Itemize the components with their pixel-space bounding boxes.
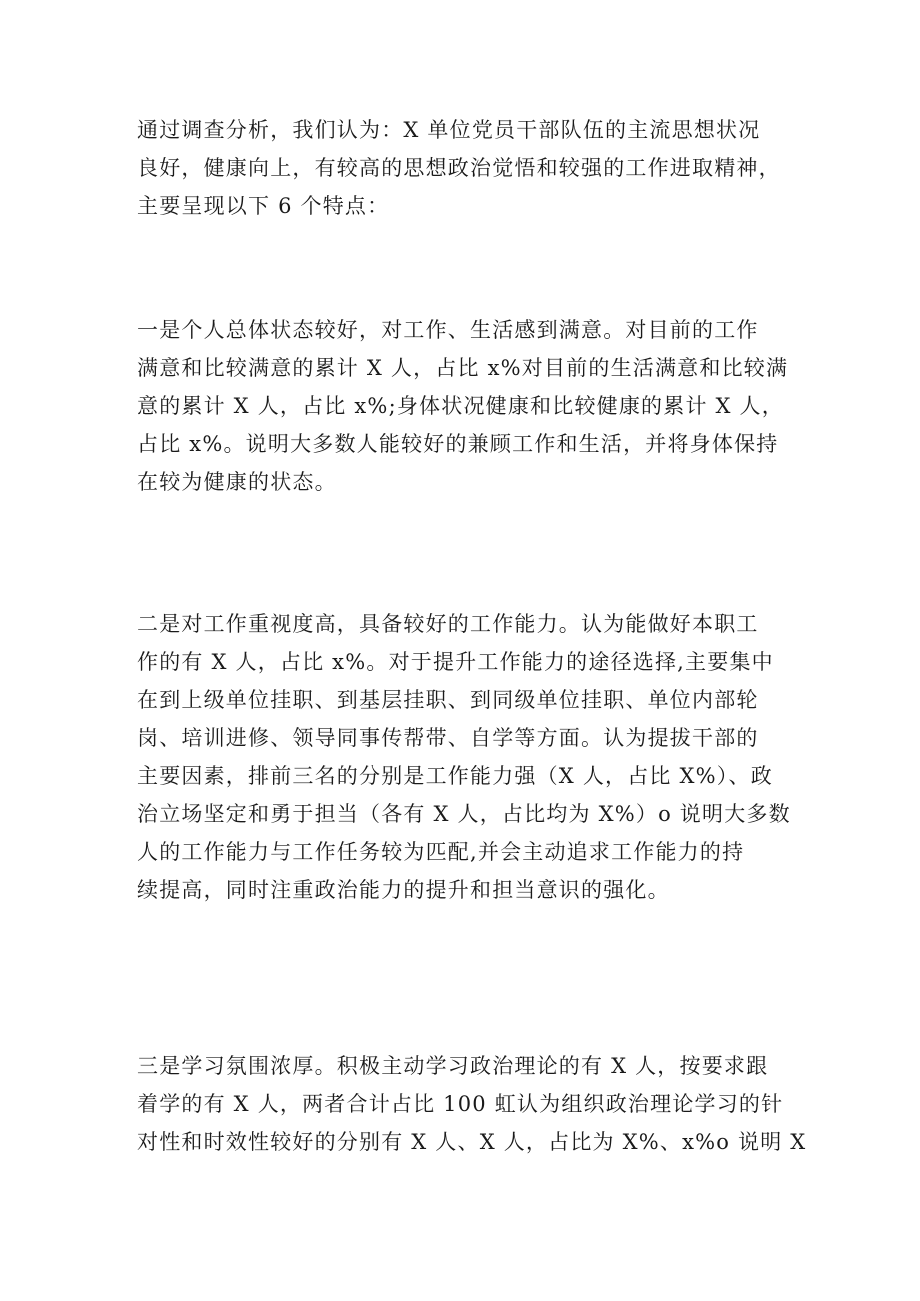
text-line: 作的有 X 人，占比 x%。对于提升工作能力的途径选择,主要集中 <box>137 650 774 674</box>
paragraph-intro <box>137 111 797 225</box>
text-line: 占比 x%。说明大多数人能较好的兼顾工作和生活，并将身体保持 <box>137 432 779 456</box>
text-line: 主要因素，排前三名的分别是工作能力强（X 人，占比 X%）、政 <box>137 764 773 788</box>
text-line: 意的累计 X 人，占比 x%;身体状况健康和比较健康的累计 X 人， <box>137 394 784 418</box>
text-line: 主要呈现以下 6 个特点： <box>137 194 390 218</box>
text-line: 一是个人总体状态较好，对工作、生活感到满意。对目前的工作 <box>137 318 759 342</box>
text-line: 三是学习氛围浓厚。积极主动学习政治理论的有 X 人，按要求跟 <box>137 1054 769 1078</box>
text-line: 满意和比较满意的累计 X 人，占比 x%对目前的生活满意和比较满 <box>137 356 789 380</box>
text-line: 治立场坚定和勇于担当（各有 X 人，占比均为 X%）o 说明大多数 <box>137 802 791 826</box>
text-line: 人的工作能力与工作任务较为匹配,并会主动追求工作能力的持 <box>137 840 745 864</box>
text-line: 对性和时效性较好的分别有 X 人、X 人，占比为 X%、x%o 说明 X <box>137 1130 807 1154</box>
paragraph-point-2 <box>137 605 797 909</box>
text-line: 在较为健康的状态。 <box>137 470 337 494</box>
text-line: 良好，健康向上，有较高的思想政治觉悟和较强的工作进取精神， <box>137 156 781 180</box>
text-line: 续提高，同时注重政治能力的提升和担当意识的强化。 <box>137 878 670 902</box>
text-line: 着学的有 X 人，两者合计占比 100 虹认为组织政治理论学习的针 <box>137 1092 784 1116</box>
paragraph-point-1 <box>137 311 797 501</box>
text-line: 在到上级单位挂职、到基层挂职、到同级单位挂职、单位内部轮 <box>137 688 759 712</box>
text-line: 岗、培训进修、领导同事传帮带、自学等方面。认为提拔干部的 <box>137 726 759 750</box>
text-line: 通过调查分析，我们认为：X 单位党员干部队伍的主流思想状况 <box>137 118 761 142</box>
paragraph-point-3 <box>137 1047 807 1161</box>
text-line: 二是对工作重视度高，具备较好的工作能力。认为能做好本职工 <box>137 612 759 636</box>
